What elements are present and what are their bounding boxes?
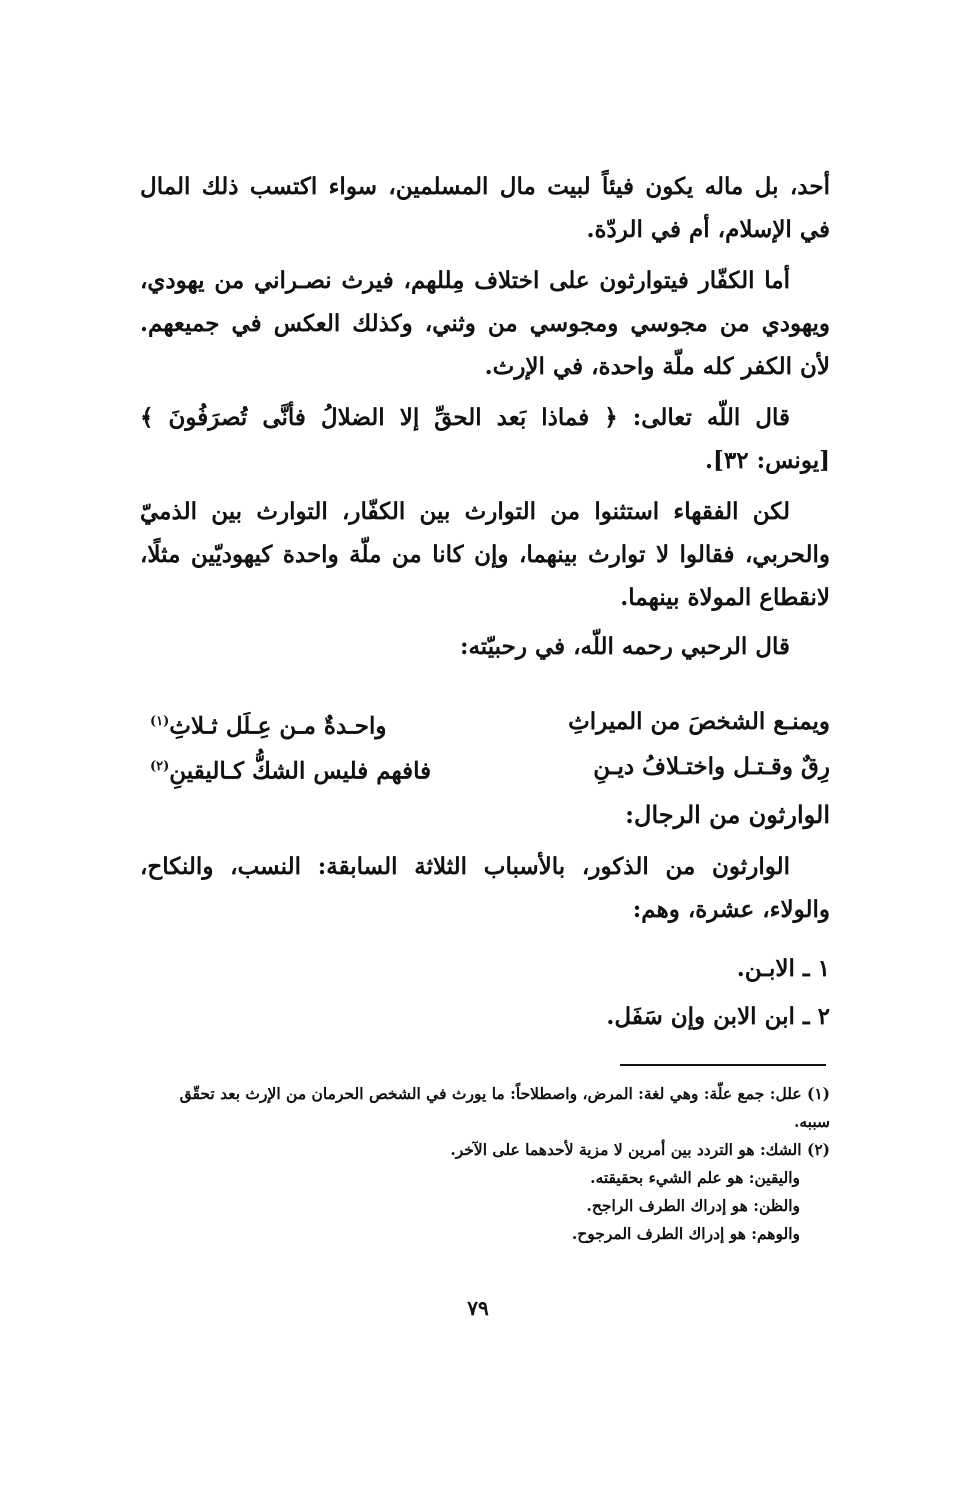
footnote-divider [620, 1064, 826, 1066]
section-intro: الوارثون من الذكور، بالأسباب الثلاثة السابقة: النسب، والنكاح، والولاء، عشرة، وهم: [140, 853, 830, 923]
verse-line-2 [150, 745, 830, 793]
main-text-top [140, 165, 830, 668]
footnote-2-certainty: واليقين: هو علم الشيء بحقيقته. [590, 1168, 800, 1187]
section-heading: الوارثون من الرجال: [625, 800, 830, 829]
footnote-2-illusion: والوهم: هو إدراك الطرف المرجوح. [571, 1224, 800, 1243]
paragraph-unbelievers-inheritance: أما الكفّار فيتوارثون على اختلاف مِللهم، فيرث نصـراني من يهودي، ويهودي من مجوسي ومجوسي من وثني، وكذلك العكس في جميعهم. لأن الكفر كله ملّة واحدة، في الإرث. [140, 267, 830, 380]
verse-line-2-second-hemistich: فافهم فليس الشكُّ كـاليقينِ$^{(٢)}$ [150, 757, 432, 785]
footnotes [140, 1080, 830, 1248]
footnote-marker-2: (٢) [150, 759, 170, 774]
footnote-marker-1: (١) [150, 714, 170, 729]
paragraph-rahbi-intro: قال الرحبي رحمه اللّه، في رحبيّته: [459, 633, 790, 660]
footnote-1: (١) علل: جمع علّة: وهي لغة: المرض، واصطلاحاً: ما يورث في الشخص الحرمان من الإرث بعد تحقّق سببه. [179, 1084, 830, 1131]
paragraph-quran-quote: قال اللّه تعالى: ﴿ فماذا بَعد الحقِّ إلا الضلالُ فأنَّى تُصرَفُونَ ﴾ [يونس: ٣٢]. [140, 404, 830, 474]
section-intro-block [140, 845, 830, 931]
footnote-2: (٢) الشك: هو التردد بين أمرين لا مزية لأحدهما على الآخر. [450, 1140, 830, 1159]
page-number: ٧٩ [467, 1296, 489, 1320]
verse-line-1-first-hemistich: ويمنـع الشخصَ من الميراثِ [568, 708, 830, 735]
paragraph-jurists-exception: لكن الفقهاء استثنوا من التوارث بين الكفّار، التوارث بين الذميّ والحربي، فقالوا لا توارث بينهما، وإن كانا من ملّة واحدة كيهوديّين مثلًا، لانقطاع المولاة بينهما. [140, 498, 830, 611]
list-item-2: ٢ ـ ابن الابن وإن سَفَل. [606, 1003, 830, 1030]
paragraph-continuation: أحد، بل ماله يكون فيئاً لبيت مال المسلمين، سواء اكتسب ذلك المال في الإسلام، أم في الردّة. [140, 173, 830, 243]
footnote-2-presumption: والظن: هو إدراك الطرف الراجح. [586, 1196, 800, 1215]
list-item-1: ١ ـ الابـن. [736, 955, 830, 982]
verse-line-1-second-hemistich: واحـدةٌ مـن عِـلَل ثـلاثِ$^{(١)}$ [150, 712, 387, 740]
verse-line-1 [150, 700, 830, 748]
verse-line-2-first-hemistich: رِقٌ وقـتـل واختـلافُ ديـنِ [593, 753, 830, 780]
